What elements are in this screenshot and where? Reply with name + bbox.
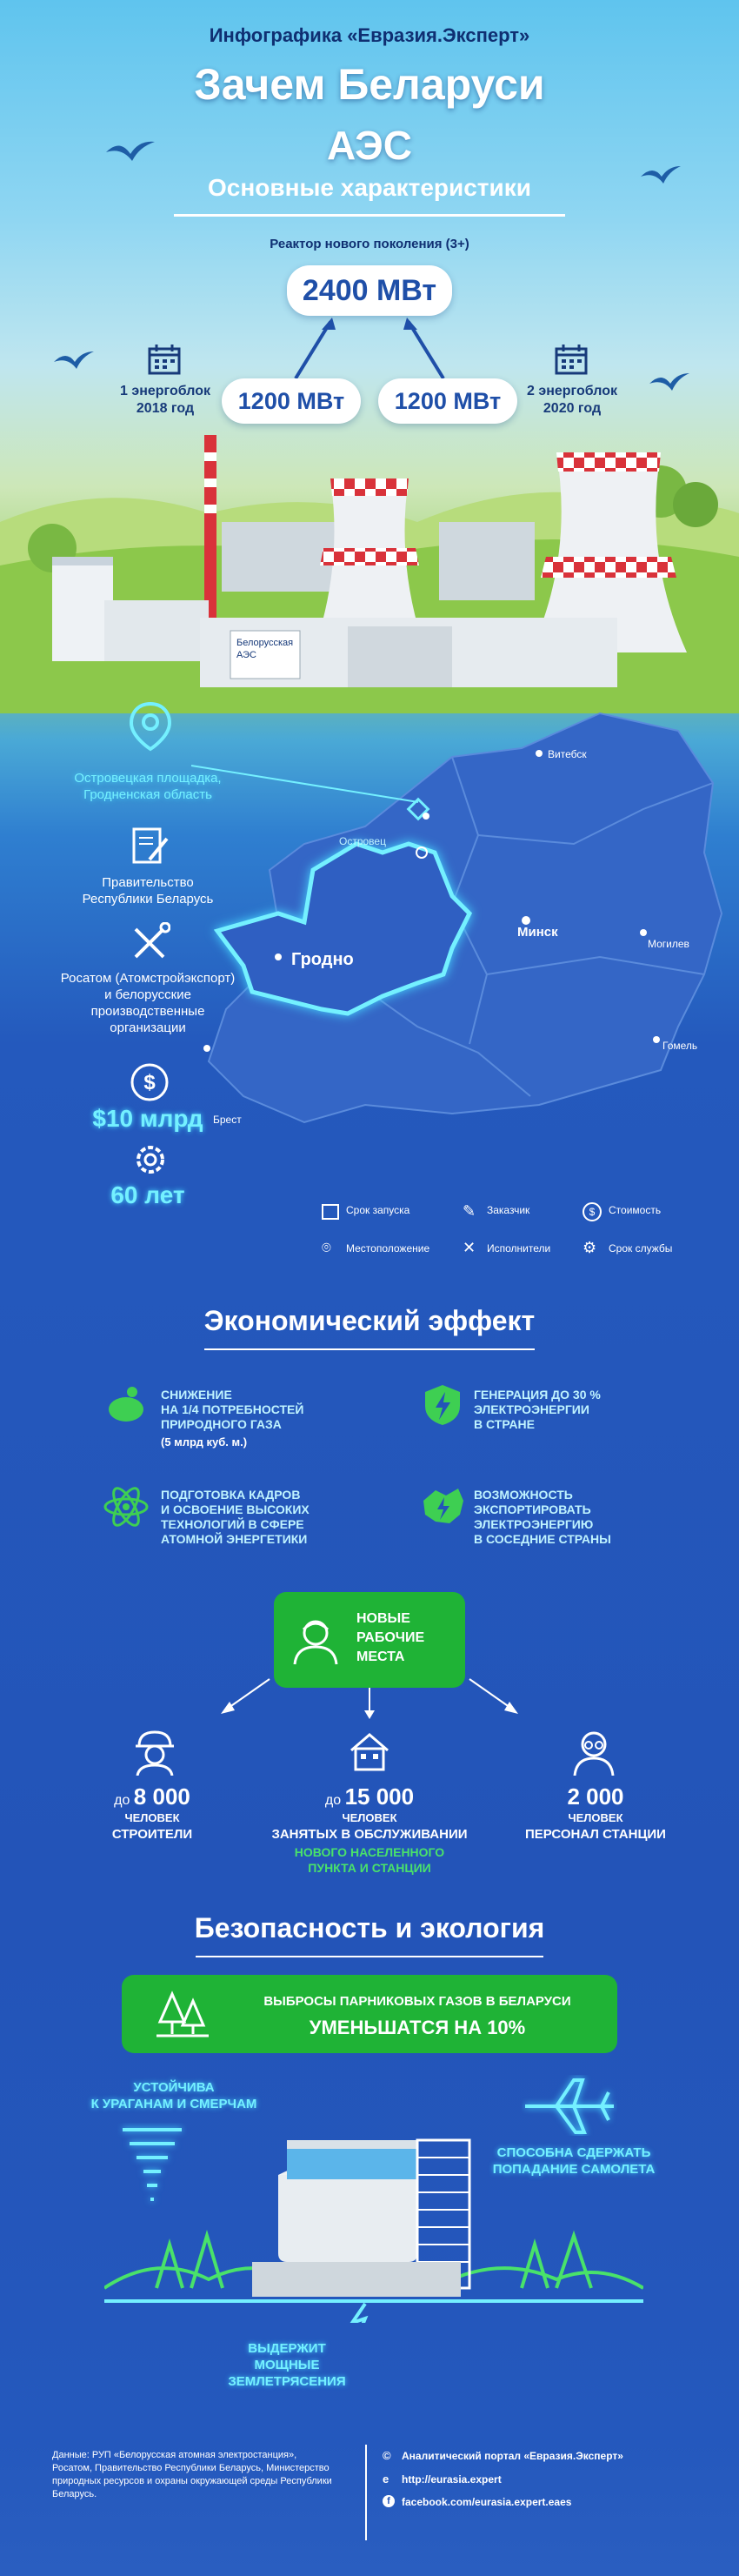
tools-icon: [130, 922, 170, 962]
plant-sign: Белорусская: [236, 638, 294, 648]
economic-title: Экономический эффект: [203, 1305, 536, 1336]
piggy-bank-icon: [104, 1383, 148, 1427]
unit2-label: 2 энергоблок 2020 год: [527, 384, 617, 416]
city-grodno: Гродно: [291, 950, 354, 969]
city-minsk: Минск: [517, 925, 558, 940]
worker-person-icon: [290, 1614, 342, 1666]
jobs-builders: [83, 1783, 222, 1810]
jobs-unit: ЧЕЛОВЕК: [342, 1811, 397, 1824]
dollar-coin-icon: $: [583, 1202, 602, 1221]
effect-gas-note: (5 млрд куб. м.): [161, 1435, 248, 1449]
emissions-banner: [122, 1975, 617, 2053]
customer-text: Правительство Республики Беларусь: [82, 875, 214, 907]
effect-training-text: ПОДГОТОВКА КАДРОВ И ОСВОЕНИЕ ВЫСОКИХ ТЕХНОЛОГИЙ В СФЕРЕ АТОМНОЙ ЭНЕРГЕТИКИ: [161, 1488, 310, 1546]
jobs-prefix: до: [114, 1793, 130, 1808]
economic-divider: [204, 1348, 535, 1350]
atom-icon: [103, 1483, 150, 1530]
quake-text: ВЫДЕРЖИТ МОЩНЫЕ ЗЕМЛЕТРЯСЕНИЯ: [228, 2341, 346, 2389]
house-icon: [348, 1730, 391, 1773]
jobs-number: 2 000: [567, 1783, 624, 1810]
plane-text: СПОСОБНА СДЕРЖАТЬ ПОПАДАНИЕ САМОЛЕТА: [492, 2145, 656, 2177]
document-pen-icon: [130, 826, 170, 866]
jobs-service: [261, 1783, 478, 1810]
lightning-shield-icon: [422, 1383, 463, 1427]
legend-contractors: Исполнители: [487, 1242, 551, 1255]
city-vitebsk: Витебск: [548, 748, 587, 760]
city-mogilev: Могилев: [648, 938, 689, 950]
new-jobs-label: НОВЫЕ РАБОЧИЕ МЕСТА: [356, 1611, 425, 1664]
unit1-label: 1 энергоблок 2018 год: [120, 384, 210, 416]
jobs-desc: ЗАНЯТЫХ В ОБСЛУЖИВАНИИ: [271, 1827, 468, 1842]
safety-divider: [196, 1956, 543, 1957]
page-title: Зачем Беларуси: [194, 60, 545, 109]
bird-icon: [648, 370, 691, 396]
site-link[interactable]: http://eurasia.expert: [402, 2473, 502, 2486]
unit1-power-badge: 1200 МВт: [222, 378, 361, 424]
total-power-badge: 2400 МВт: [287, 265, 452, 316]
globe-icon: e: [383, 2472, 389, 2486]
brand-caption: Инфографика «Евразия.Эксперт»: [209, 24, 530, 46]
bird-icon: [639, 161, 682, 191]
effect-export-text: ВОЗМОЖНОСТЬ ЭКСПОРТИРОВАТЬ ЭЛЕКТРОЭНЕРГИЮ В СОСЕДНИЕ СТРАНЫ: [474, 1488, 611, 1546]
jobs-desc: СТРОИТЕЛИ: [111, 1827, 193, 1842]
jobs-prefix: до: [324, 1793, 342, 1808]
jobs-desc: ПЕРСОНАЛ СТАНЦИИ: [525, 1827, 666, 1842]
lifetime-value: 60 лет: [110, 1181, 185, 1208]
jobs-unit: ЧЕЛОВЕК: [568, 1811, 623, 1824]
jobs-unit: ЧЕЛОВЕК: [124, 1811, 180, 1824]
legend-customer: Заказчик: [487, 1204, 530, 1216]
city-gomel: Гомель: [662, 1040, 698, 1052]
reactor-caption: Реактор нового поколения (3+): [270, 237, 469, 251]
gear-clock-icon: [130, 1140, 170, 1180]
effect-generation-text: ГЕНЕРАЦИЯ ДО 30 % ЭЛЕКТРОЭНЕРГИИ В СТРАНЕ: [474, 1388, 601, 1431]
builder-helmet-icon: [130, 1727, 179, 1776]
copyright-icon: ©: [383, 2449, 391, 2462]
location-pin-icon: ⌾: [322, 1239, 331, 1256]
legend-location: Местоположение: [346, 1242, 430, 1255]
emissions-line1: ВЫБРОСЫ ПАРНИКОВЫХ ГАЗОВ В БЕЛАРУСИ: [263, 1994, 571, 2009]
bird-icon: [104, 135, 156, 170]
safety-title: Безопасность и экология: [194, 1912, 545, 1944]
jobs-extra: НОВОГО НАСЕЛЕННОГО ПУНКТА И СТАНЦИИ: [294, 1845, 445, 1875]
legend-lifetime: Срок службы: [609, 1242, 673, 1255]
copyright-text: Аналитический портал «Евразия.Эксперт»: [402, 2450, 623, 2462]
power-plant-illustration: [0, 426, 739, 713]
contractors-text: Росатом (Атомстройэкспорт) и белорусские производственные организации: [60, 971, 236, 1035]
city-ostrovets: Островец: [339, 835, 386, 847]
calendar-icon: [148, 344, 181, 375]
reactor-building-illustration: [104, 2105, 643, 2323]
calendar-icon: [555, 344, 588, 375]
legend-launch: Срок запуска: [346, 1204, 410, 1216]
jobs-number: 15 000: [344, 1783, 415, 1810]
calendar-icon: [322, 1204, 339, 1220]
unit2-power-badge: 1200 МВт: [378, 378, 517, 424]
effect-gas-text: СНИЖЕНИЕ НА 1/4 ПОТРЕБНОСТЕЙ ПРИРОДНОГО ГАЗА: [161, 1388, 304, 1431]
location-text: Островецкая площадка, Гродненская область: [74, 771, 222, 802]
city-brest: Брест: [213, 1114, 242, 1126]
gear-clock-icon: ⚙: [583, 1239, 597, 1256]
page-title-npp: АЭС: [326, 123, 413, 168]
location-pin-icon: [126, 700, 175, 753]
cost-value: $10 млрд: [92, 1105, 203, 1132]
footer-divider: [365, 2445, 367, 2540]
power-split-arrows: [278, 318, 461, 387]
document-pen-icon: ✎: [463, 1202, 476, 1220]
emissions-line2: УМЕНЬШАТСЯ НА 10%: [309, 2017, 526, 2038]
glasses-person-icon: [569, 1727, 618, 1776]
hurricane-text: УСТОЙЧИВА К УРАГАНАМ И СМЕРЧАМ: [90, 2080, 257, 2111]
map-legend: [322, 1201, 696, 1270]
bird-icon: [52, 348, 96, 374]
jobs-number: 8 000: [133, 1783, 190, 1810]
plant-sign: АЭС: [236, 650, 256, 660]
facebook-link[interactable]: facebook.com/eurasia.expert.eaes: [402, 2496, 572, 2508]
dollar-coin-icon: [129, 1061, 170, 1103]
jobs-arrows: [217, 1670, 522, 1723]
facebook-icon: f: [383, 2495, 395, 2507]
trees-icon: [156, 1991, 209, 2039]
subtitle-divider: [174, 214, 565, 217]
legend-cost: Стоимость: [609, 1204, 662, 1216]
tools-icon: ✕: [463, 1239, 476, 1256]
page-subtitle: Основные характеристики: [208, 174, 531, 201]
export-map-icon: [420, 1483, 467, 1530]
sources-text: Данные: РУП «Белорусская атомная электростанция», Росатом, Правительство Республики Беларусь, Министерство природных ресурсов и охраны окружающей среды Республики Беларусь.: [52, 2450, 332, 2499]
svg-text:$: $: [143, 1071, 156, 1094]
